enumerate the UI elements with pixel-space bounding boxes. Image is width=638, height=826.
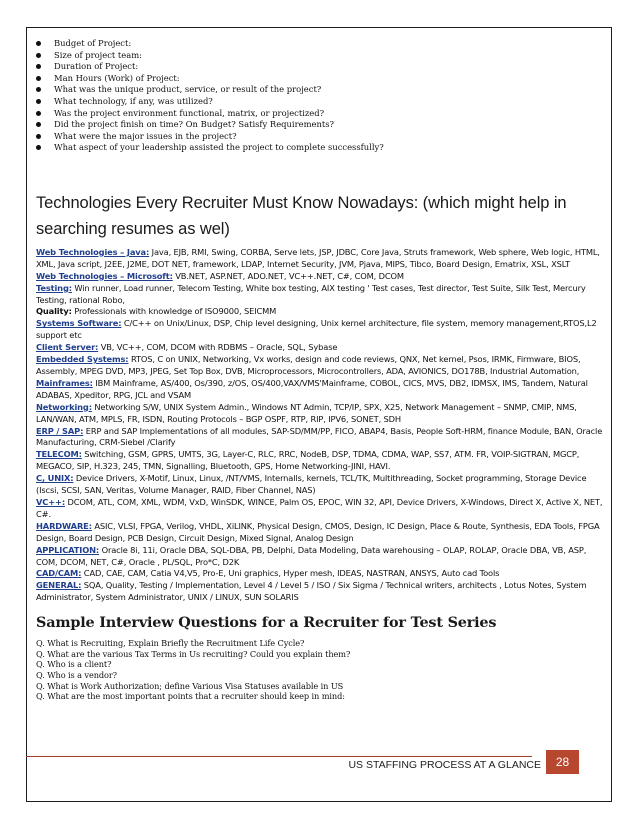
technologies-heading: Technologies Every Recruiter Must Know Nowadays: (which might help in searching resumes as wel)	[36, 193, 567, 238]
technology-category-link: Quality:	[36, 306, 72, 317]
question-item: Q. Who is a client?	[36, 659, 112, 670]
question-item: Q. What is Recruiting, Explain Briefly the Recruitment Life Cycle?	[36, 638, 305, 649]
bullet-dot-icon	[36, 76, 41, 81]
technology-category-link[interactable]: TELECOM:	[36, 449, 82, 460]
bullet-dot-icon	[36, 64, 41, 69]
technology-items: CAD, CAE, CAM, Catia V4,V5, Pro-E, Uni graphics, Hyper mesh, IDEAS, NASTRAN, ANSYS, Auto cad Tools	[81, 568, 500, 579]
bullet-item	[36, 84, 604, 96]
technology-category-link[interactable]: C, UNIX:	[36, 473, 74, 484]
bullet-item	[36, 142, 604, 154]
technology-items: VB, VC++, COM, DCOM with RDBMS – Oracle, SQL, Sybase	[98, 342, 338, 353]
bullet-item	[36, 119, 604, 131]
technology-category-link[interactable]: VC++:	[36, 496, 65, 507]
technology-items: VB.NET, ASP.NET, ADO.NET, VC++.NET, C#, COM, DCOM	[172, 270, 404, 281]
technology-category-link[interactable]: ERP / SAP:	[36, 425, 84, 436]
technology-category-link[interactable]: CAD/CAM:	[36, 568, 82, 579]
technology-items: RTOS, C on UNIX, Networking, Vx works, design and code reviews, QNX, Net kernel, Psos, IRMK, Firmware, BIOS, Assembly, MPEG DVD, MP3, JPEG, Set Top Box, DVB, Microprocessors, Microcontrollers, ADA, AVIONICS, DO178B, Industrial Automation,	[36, 354, 581, 376]
technology-entry	[36, 497, 604, 521]
technology-category-link[interactable]: Testing:	[36, 282, 72, 293]
technology-entry	[36, 378, 604, 402]
technology-entry	[36, 580, 604, 604]
interview-questions-heading: Sample Interview Questions for a Recruiter for Test Series	[36, 614, 497, 632]
bullet-text: Man Hours (Work) of Project:	[54, 72, 180, 83]
technology-items: Win runner, Load runner, Telecom Testing, White box testing, AIX testing ' Test cases, Test director, Test Suite, Silk Test, Mercury Testing, rational Robo,	[36, 282, 586, 305]
technology-entry	[36, 521, 604, 545]
footer-title: US STAFFING PROCESS AT A GLANCE	[348, 759, 541, 771]
technology-entry	[36, 342, 604, 354]
technology-category-link[interactable]: Mainframes:	[36, 377, 93, 388]
question-item: Q. Who is a vendor?	[36, 669, 117, 680]
technology-entry	[36, 402, 604, 426]
technology-category-link[interactable]: Systems Software:	[36, 318, 122, 329]
technology-category-link[interactable]: Networking:	[36, 401, 92, 412]
footer-rule	[26, 756, 532, 757]
page-number: 28	[546, 750, 579, 774]
bullet-item	[36, 38, 604, 50]
technology-items: IBM Mainframe, AS/400, Os/390, z/OS, OS/400,VAX/VMS'Mainframe, COBOL, CICS, MVS, DB2, IDMSX, IMS, Tandem, Natural ADABAS, Xpeditor, RPG, JCL and VSAM	[36, 377, 588, 400]
bullet-item	[36, 96, 604, 108]
bullet-text: Size of project team:	[54, 49, 143, 60]
technology-category-link[interactable]: Embedded Systems:	[36, 354, 129, 365]
technologies-list	[36, 247, 604, 604]
technology-category-link[interactable]: GENERAL:	[36, 580, 82, 591]
technology-entry	[36, 545, 604, 569]
technology-items: Java, EJB, RMI, Swing, CORBA, Serve lets, JSP, JDBC, Core Java, Struts framework, Web sphere, Web logic, HTML, XML, Java script, J2EE, J2ME, DOT NET, framework, LDAP, Internet Security, JVM, Pjava, MIPS, Tibco, Board Design, Ematrix, XSL, XSLT	[36, 246, 600, 269]
technology-items: SQA, Quality, Testing / Implementation, Level 4 / Level 5 / ISO / Six Sigma / Technical writers, architects , Lotus Notes, System Administrator, System Administrator, UNIX / LINUX, SUN SOLARIS	[36, 580, 587, 603]
technology-category-link[interactable]: Web Technologies – Java:	[36, 246, 150, 257]
technology-entry	[36, 271, 604, 283]
bullet-text: Budget of Project:	[54, 38, 132, 48]
bullet-dot-icon	[36, 53, 41, 58]
technology-items: DCOM, ATL, COM, XML, WDM, VxD, WinSDK, WINCE, Palm OS, EPOC, WIN 32, API, Device Drivers, X-Windows, Direct X, Active X, NET, C#.	[36, 496, 603, 519]
technology-entry	[36, 306, 604, 318]
bullet-item	[36, 108, 604, 120]
technology-category-link[interactable]: HARDWARE:	[36, 520, 92, 531]
question-item: Q. What are the most important points that a recruiter should keep in mind:	[36, 691, 345, 702]
bullet-text: What technology, if any, was utilized?	[54, 95, 213, 106]
bullet-dot-icon	[36, 41, 41, 46]
technology-entry	[36, 283, 604, 307]
technology-items: C/C++ on Unix/Linux, DSP, Chip level designing, Unix kernel architecture, file system, memory management,RTOS,L2 support etc	[36, 318, 597, 341]
bullet-text: What aspect of your leadership assisted the project to complete successfully?	[54, 142, 384, 153]
bullet-item	[36, 50, 604, 62]
technology-category-link[interactable]: Client Server:	[36, 342, 99, 353]
technology-items: ERP and SAP Implementations of all modules, SAP-SD/MM/PP, FICO, ABAP4, Basis, People Soft-HRM, finance Module, BAN, Oracle Manufacturing, CRM-Siebel /Clarify	[36, 425, 603, 448]
bullet-item	[36, 73, 604, 85]
bullet-text: What were the major issues in the project?	[54, 130, 237, 141]
technology-items: Professionals with knowledge of ISO9000, SEICMM	[71, 306, 277, 317]
bullet-dot-icon	[36, 99, 41, 104]
technology-items: Device Drivers, X-Motif, Linux, Linux, /NT/VMS, Internalls, kernels, TCL/TK, Multithreading, Socket programming, Storage Device (Iscsi, SCSI, SAN, Veritas, Volume Manager, RAID, Fiber Channel, NAS)	[36, 473, 587, 496]
technology-entry	[36, 473, 604, 497]
bullet-dot-icon	[36, 111, 41, 116]
technology-items: Networking S/W, UNIX System Admin., Windows NT Admin, TCP/IP, SPX, X25, Network Management – SNMP, CMIP, NMS, LAN/WAN, ATM, MPLS, FR, ISDN, Routing Protocols – BGP OSPF, RTP, RIP, IPV6, SONET, SDH	[36, 401, 577, 424]
page-content	[36, 38, 604, 702]
technology-entry	[36, 449, 604, 473]
technology-category-link[interactable]: Web Technologies – Microsoft:	[36, 270, 173, 281]
bullet-text: What was the unique product, service, or result of the project?	[54, 84, 322, 95]
question-item: Q. What is Work Authorization; define Various Visa Statuses available in US	[36, 680, 344, 691]
technology-items: ASIC, VLSI, FPGA, Verilog, VHDL, XiLINK, Physical Design, CMOS, Design, IC Design, Place & Route, Synthesis, EDA Tools, FPGA Design, Board Design, PCB Design, Circuit Design, Mixed Signal, Analog Design	[36, 520, 600, 543]
bullet-item	[36, 61, 604, 73]
technology-entry	[36, 318, 604, 342]
bullet-item	[36, 131, 604, 143]
bullet-dot-icon	[36, 145, 41, 150]
technology-entry	[36, 354, 604, 378]
technology-category-link[interactable]: APPLICATION:	[36, 544, 100, 555]
bullet-list	[36, 38, 604, 154]
technology-entry	[36, 426, 604, 450]
bullet-text: Was the project environment functional, matrix, or projectized?	[54, 107, 325, 118]
technology-items: Oracle 8i, 11i, Oracle DBA, SQL-DBA, PB, Delphi, Data Modeling, Data warehousing – OLAP, ROLAP, Oracle DBA, VB, ASP, COM, DCOM, NET, C#, Oracle , PL/SQL, Pro*C, D2K	[36, 544, 587, 567]
technology-items: Switching, GSM, GPRS, UMTS, 3G, Layer-C, RLC, RRC, NodeB, DSP, TDMA, CDMA, WAP, SS7, ATM. FR, VOIP-SIGTRAN, MGCP, MEGACO, SIP, H.323, 245, TMN, Signalling, Bluetooth, GPS, Home Networking-JINI, HAVI.	[36, 449, 580, 472]
bullet-dot-icon	[36, 134, 41, 139]
interview-questions-list	[36, 638, 604, 702]
technology-entry	[36, 247, 604, 271]
bullet-text: Did the project finish on time? On Budget? Satisfy Requirements?	[54, 119, 335, 130]
question-item: Q. What are the various Tax Terms in Us recruiting? Could you explain them?	[36, 648, 351, 659]
bullet-text: Duration of Project:	[54, 61, 139, 72]
bullet-dot-icon	[36, 87, 41, 92]
bullet-dot-icon	[36, 122, 41, 127]
technology-entry	[36, 568, 604, 580]
